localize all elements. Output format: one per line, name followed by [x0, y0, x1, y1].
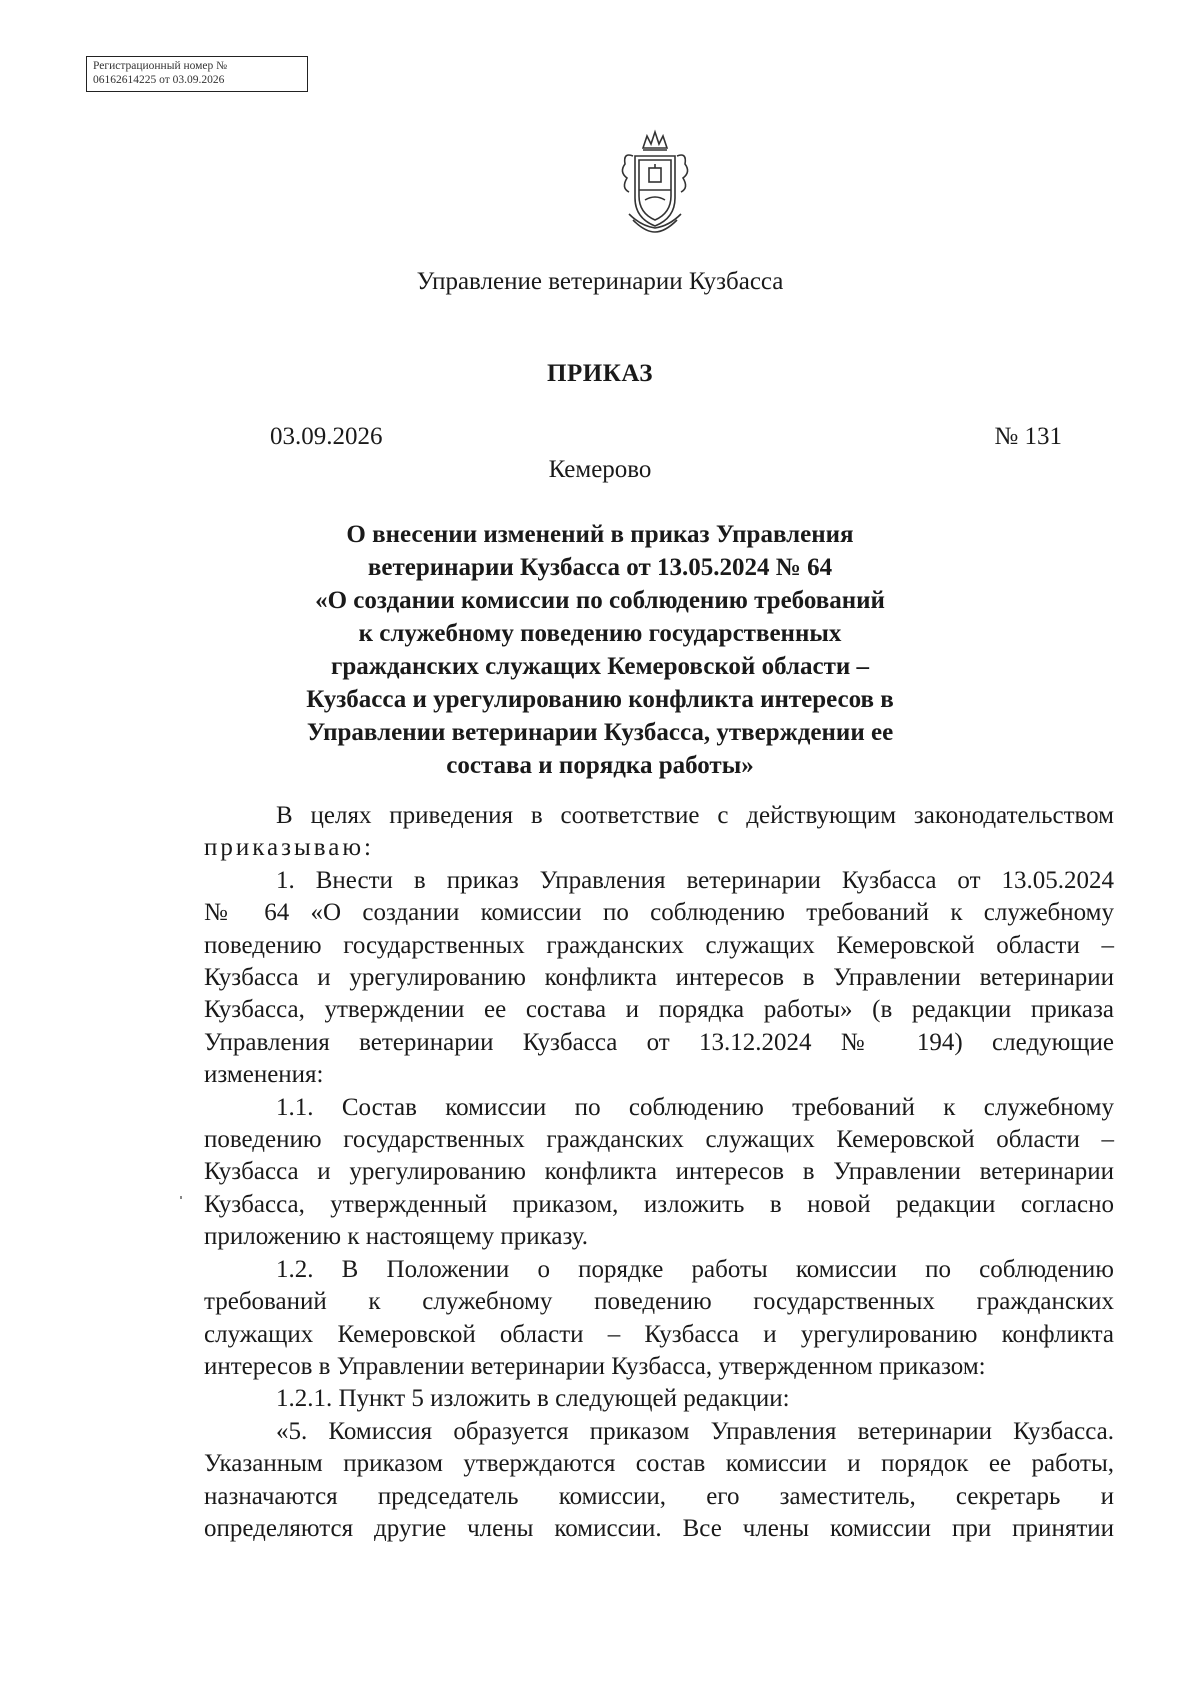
body-line: поведению государственных гражданских служащих Кемеровской области – — [204, 1126, 1114, 1154]
title-line: О внесении изменений в приказ Управления — [346, 521, 854, 548]
title-line: Кузбасса и урегулированию конфликта интересов в — [306, 686, 894, 713]
body-line: изменения: — [204, 1061, 324, 1089]
registration-stamp-line-1: Регистрационный номер № — [93, 60, 228, 72]
document-title — [0, 518, 1200, 782]
body-line: Указанным приказом утверждаются состав комиссии и порядок ее работы, — [204, 1450, 1114, 1478]
body-line: назначаются председатель комиссии, его заместитель, секретарь и — [204, 1482, 1114, 1510]
title-line: «О создании комиссии по соблюдению требований — [315, 587, 885, 614]
title-line: к служебному поведению государственных — [358, 620, 842, 647]
title-line: состава и порядка работы» — [446, 752, 754, 779]
body-line: приказываю: — [204, 834, 374, 862]
registration-stamp — [86, 56, 308, 92]
body-line: требований к служебному поведению государственных гражданских — [204, 1288, 1114, 1316]
document-number: № 131 — [994, 423, 1062, 450]
body-line: 1.1. Состав комиссии по соблюдению требований к служебному — [276, 1093, 1114, 1121]
organization-name: Управление ветеринарии Кузбасса — [416, 268, 784, 295]
title-line: ветеринарии Кузбасса от 13.05.2024 № 64 — [367, 554, 833, 581]
document-city: Кемерово — [548, 456, 652, 483]
body-line: В целях приведения в соответствие с действующим законодательством — [276, 802, 1114, 829]
title-line: гражданских служащих Кемеровской области – — [330, 653, 869, 680]
body-line: Кузбасса и урегулированию конфликта интересов в Управлении ветеринарии — [204, 1158, 1114, 1186]
body-line: приложению к настоящему приказу. — [204, 1223, 589, 1251]
document-type: ПРИКАЗ — [547, 360, 653, 387]
body-line: 1.2. В Положении о порядке работы комиссии по соблюдению — [276, 1255, 1114, 1283]
coat-of-arms-icon — [615, 128, 695, 238]
registration-stamp-line-2: 06162614225 от 03.09.2026 — [93, 74, 225, 86]
title-line: Управлении ветеринарии Кузбасса, утверждении ее — [306, 719, 894, 746]
body-line: 1.2.1. Пункт 5 изложить в следующей редакции: — [276, 1385, 790, 1413]
body-line: «5. Комиссия образуется приказом Управления ветеринарии Кузбасса. — [276, 1417, 1114, 1445]
body-line: служащих Кемеровской области – Кузбасса и урегулированию конфликта — [204, 1320, 1114, 1348]
body-line: № 64 «О создании комиссии по соблюдению требований к служебному — [204, 899, 1114, 927]
body-line: Кузбасса, утвержденный приказом, изложить в новой редакции согласно — [204, 1190, 1114, 1218]
document-body — [204, 800, 1114, 1545]
body-line: Кузбасса, утверждении ее состава и порядка работы» (в редакции приказа — [204, 996, 1114, 1024]
body-line: Управления ветеринарии Кузбасса от 13.12.2024 № 194) следующие — [204, 1028, 1114, 1056]
body-line: определяются другие члены комиссии. Все члены комиссии при принятии — [204, 1514, 1114, 1542]
body-line: поведению государственных гражданских служащих Кемеровской области – — [204, 931, 1114, 959]
scan-speck — [180, 1196, 182, 1199]
document-date: 03.09.2026 — [270, 423, 383, 450]
body-line: 1. Внести в приказ Управления ветеринарии Кузбасса от 13.05.2024 — [276, 866, 1114, 894]
body-line: интересов в Управлении ветеринарии Кузбасса, утвержденном приказом: — [204, 1352, 986, 1380]
body-line: Кузбасса и урегулированию конфликта интересов в Управлении ветеринарии — [204, 964, 1114, 992]
